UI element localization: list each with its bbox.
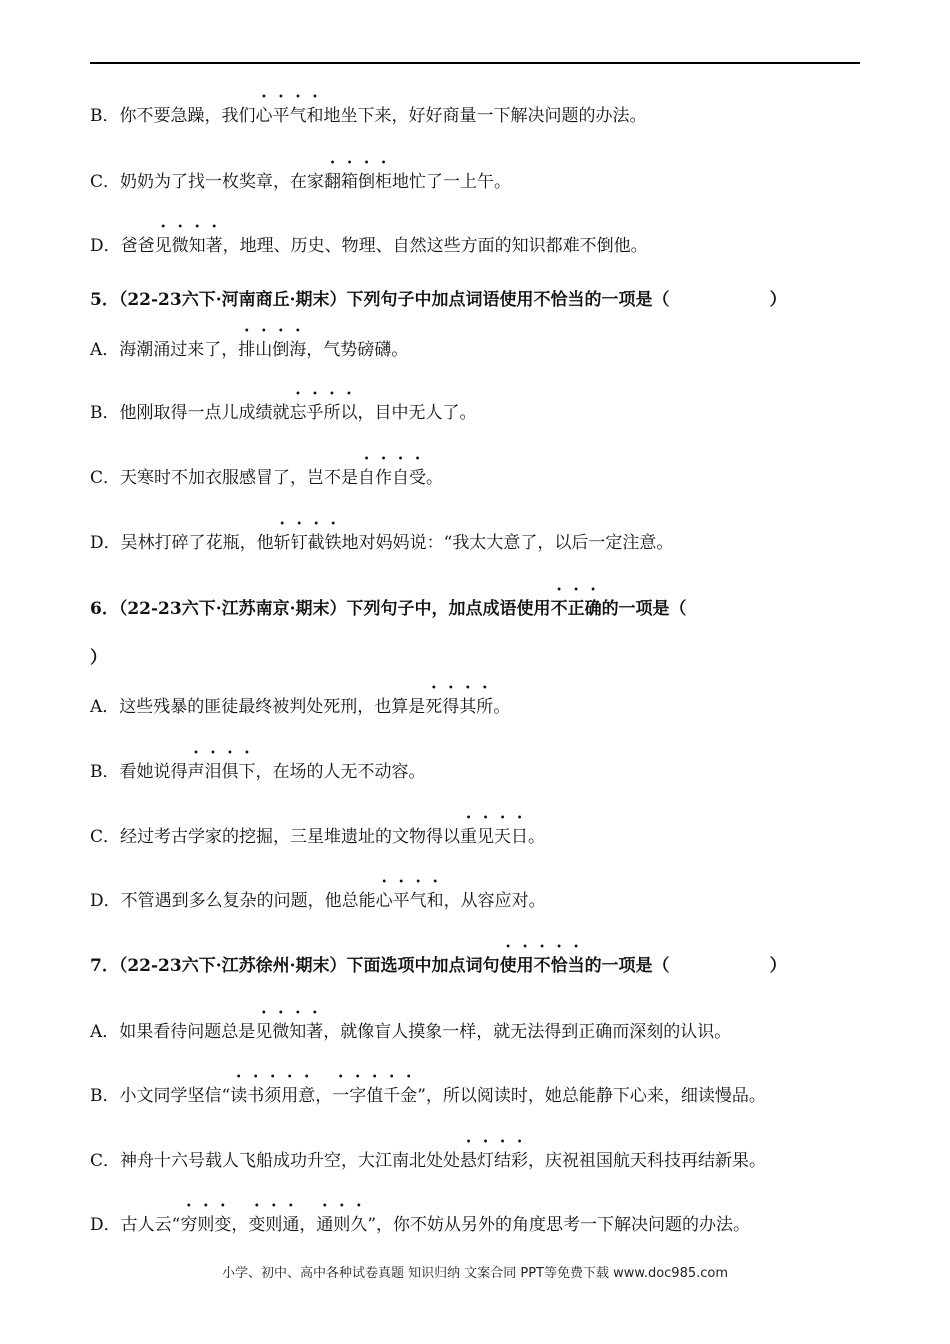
q6-option-c: C．经过考古学家的挖掘，三星堆遗址的文物得以重见天日。: [90, 827, 546, 847]
q7-option-b: B．小文同学坚信“读书须用意，一字值千金”，所以阅读时，她总能静下心来，细读慢品。: [90, 1086, 766, 1106]
q7-stem: 7．（22-23六下·江苏徐州·期末）下面选项中加点词句使用不恰当的一项是（ ）: [90, 956, 787, 976]
q7-option-d: D．古人云“穷则变，变则通，通则久”，你不妨从另外的角度思考一下解决问题的办法。: [90, 1215, 751, 1235]
q5-option-a: A．海潮涌过来了，排山倒海，气势磅礴。: [90, 340, 409, 360]
emphasized-phrase: 重见天日: [460, 827, 529, 847]
page-footer: 小学、初中、高中各种试卷真题 知识归纳 文案合同 PPT等免费下载 www.doc985.com: [221, 1266, 729, 1281]
emphasized-phrase: 翻箱倒柜: [324, 172, 393, 192]
header-rule: [90, 62, 860, 64]
emphasized-phrase: 穷则变，变则通，通则久: [180, 1215, 368, 1235]
emphasized-phrase: 死得其所: [425, 697, 494, 717]
q5-option-d: D．吴林打碎了花瓶，他斩钉截铁地对妈妈说：“我太大意了，以后一定注意。: [90, 533, 674, 553]
q5-option-c: C．天寒时不加衣服感冒了，岂不是自作自受。: [90, 468, 444, 488]
q6-option-a: A．这些残暴的匪徒最终被判处死刑，也算是死得其所。: [90, 697, 511, 717]
emphasized-phrase: 读书须用意，一字值千金: [230, 1086, 418, 1106]
emphasized-phrase: 自作自受: [358, 468, 427, 488]
emphasized-phrase: 心平气和: [255, 106, 324, 126]
q4-option-d: D．爸爸见微知著，地理、历史、物理、自然这些方面的知识都难不倒他。: [90, 236, 648, 256]
q6-stem-close: ）: [90, 648, 107, 668]
q6-option-d: D．不管遇到多么复杂的问题，他总能心平气和，从容应对。: [90, 891, 546, 911]
emphasized-phrase: 斩钉截铁: [273, 533, 342, 553]
q4-option-b: B．你不要急躁，我们心平气和地坐下来，好好商量一下解决问题的办法。: [90, 106, 647, 126]
emphasized-phrase: 忘乎所以: [289, 403, 358, 423]
emphasized-phrase: 声泪俱下: [187, 762, 256, 782]
q6-option-b: B．看她说得声泪俱下，在场的人无不动容。: [90, 762, 426, 782]
q7-option-a: A．如果看待问题总是见微知著，就像盲人摸象一样，就无法得到正确而深刻的认识。: [90, 1022, 732, 1042]
q5-stem: 5．（22-23六下·河南商丘·期末）下列句子中加点词语使用不恰当的一项是（ ）: [90, 290, 787, 310]
emphasized-phrase: 悬灯结彩: [460, 1151, 529, 1171]
emphasized-phrase: 使用不恰当: [499, 956, 585, 976]
q5-option-b: B．他刚取得一点儿成绩就忘乎所以，目中无人了。: [90, 403, 477, 423]
q7-option-c: C．神舟十六号载人飞船成功升空，大江南北处处悬灯结彩，庆祝祖国航天科技再结新果。: [90, 1151, 767, 1171]
q6-stem: 6．（22-23六下·江苏南京·期末）下列句子中，加点成语使用不正确的一项是（: [90, 599, 687, 619]
emphasized-phrase: 排山倒海: [238, 340, 307, 360]
emphasized-phrase: 心平气和: [375, 891, 444, 911]
emphasized-phrase: 不正确: [550, 599, 602, 619]
q4-option-c: C．奶奶为了找一枚奖章，在家翻箱倒柜地忙了一上午。: [90, 172, 512, 192]
emphasized-phrase: 见微知著: [255, 1022, 324, 1042]
emphasized-phrase: 见微知著: [154, 236, 223, 256]
